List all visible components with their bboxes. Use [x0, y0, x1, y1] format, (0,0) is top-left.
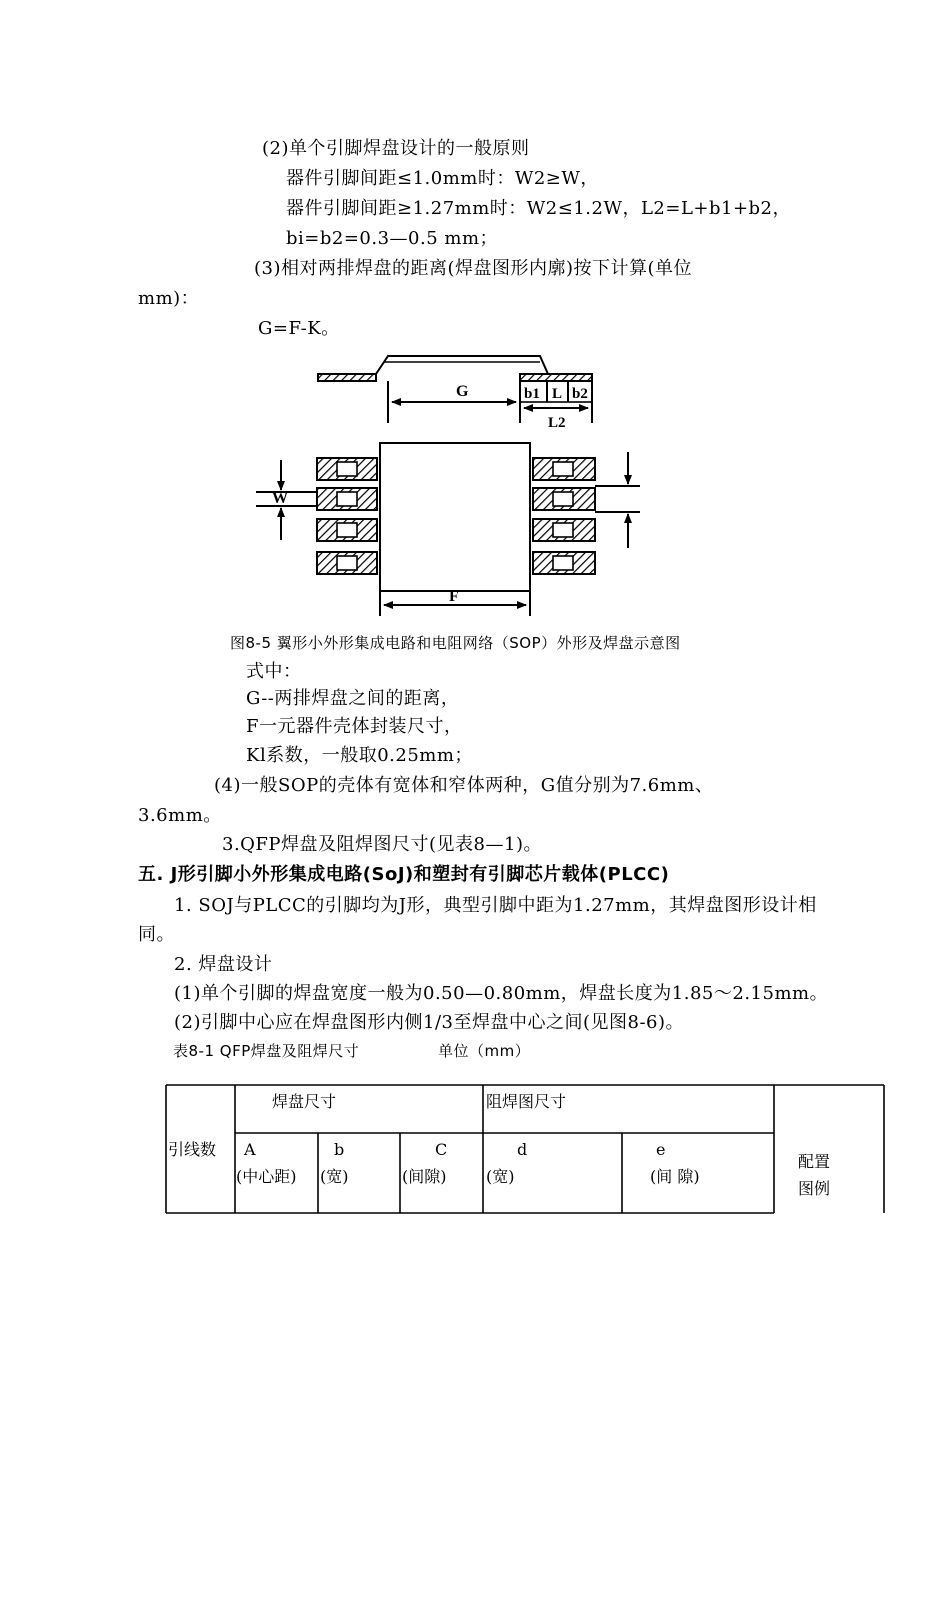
text-line: G=F-K。	[258, 318, 340, 339]
label-f: F	[449, 588, 459, 605]
text-line: F一元器件壳体封装尺寸，	[246, 716, 463, 737]
col-c: C	[435, 1140, 448, 1159]
text-line: (2)引脚中心应在焊盘图形内侧1/3至焊盘中心之间(见图8-6)。	[174, 1012, 684, 1033]
table-unit: 单位（mm）	[438, 1042, 531, 1060]
text-line: 3.6mm。	[138, 805, 222, 826]
col-b-sub: (宽)	[320, 1167, 349, 1186]
table-caption: 表8-1 QFP焊盘及阻焊尺寸	[173, 1042, 360, 1060]
col-a-sub: (中心距)	[236, 1167, 297, 1186]
header-pad-size: 焊盘尺寸	[272, 1092, 337, 1111]
side-view	[318, 356, 592, 423]
label-g: G	[456, 383, 469, 400]
header-lead-count: 引线数	[168, 1140, 217, 1159]
text-line: bi=b2=0.3—0.5 mm；	[286, 228, 499, 249]
label-l2: L2	[548, 415, 566, 431]
text-line: (1)单个引脚的焊盘宽度一般为0.50—0.80mm，焊盘长度为1.85～2.15mm。	[174, 983, 829, 1004]
text-line: 器件引脚间距≤1.0mm时：W2≥W，	[286, 168, 599, 189]
header-mask-size: 阻焊图尺寸	[486, 1092, 567, 1111]
label-b1: b1	[524, 386, 540, 402]
text-line: G--两排焊盘之间的距离，	[246, 688, 460, 709]
figure-caption: 图8-5 翼形小外形集成电路和电阻网络（SOP）外形及焊盘示意图	[230, 634, 681, 652]
label-b2: b2	[572, 386, 588, 402]
col-d: d	[517, 1140, 528, 1159]
text-line: 3.QFP焊盘及阻焊图尺寸(见表8—1)。	[222, 834, 542, 855]
section-heading: 五. J形引脚小外形集成电路(SoJ)和塑封有引脚芯片载体(PLCC)	[138, 864, 670, 885]
text-line: (3)相对两排焊盘的距离(焊盘图形内廓)按下计算(单位	[254, 258, 693, 279]
text-line: (4)一般SOP的壳体有宽体和窄体两种，G值分别为7.6mm、	[214, 775, 714, 796]
text-line: 同。	[138, 924, 175, 945]
text-line: Kl系数，一般取0.25mm；	[246, 745, 473, 766]
text-line: 1. SOJ与PLCC的引脚均为J形，典型引脚中距为1.27mm，其焊盘图形设计相	[174, 895, 817, 916]
col-a: A	[244, 1140, 256, 1159]
col-e: e	[656, 1140, 666, 1159]
right-pads	[533, 458, 595, 574]
col-legend-2: 图例	[798, 1179, 831, 1198]
col-b: b	[334, 1140, 345, 1159]
text-line: 器件引脚间距≥1.27mm时：W2≤1.2W，L2=L+b1+b2，	[286, 198, 792, 219]
label-l: L	[552, 386, 563, 402]
w2-dimension	[595, 452, 640, 548]
col-c-sub: (间隙)	[402, 1167, 447, 1186]
col-legend-1: 配置	[798, 1152, 831, 1171]
text-line: 2. 焊盘设计	[174, 954, 273, 975]
text-line: mm)：	[138, 288, 200, 309]
left-pads	[317, 458, 377, 574]
label-w: W	[272, 490, 288, 507]
col-d-sub: (宽)	[486, 1167, 515, 1186]
text-line: 式中：	[246, 661, 302, 682]
package-body	[380, 443, 530, 591]
text-line: (2)单个引脚焊盘设计的一般原则	[262, 138, 530, 159]
col-e-sub: (间 隙)	[650, 1167, 700, 1186]
